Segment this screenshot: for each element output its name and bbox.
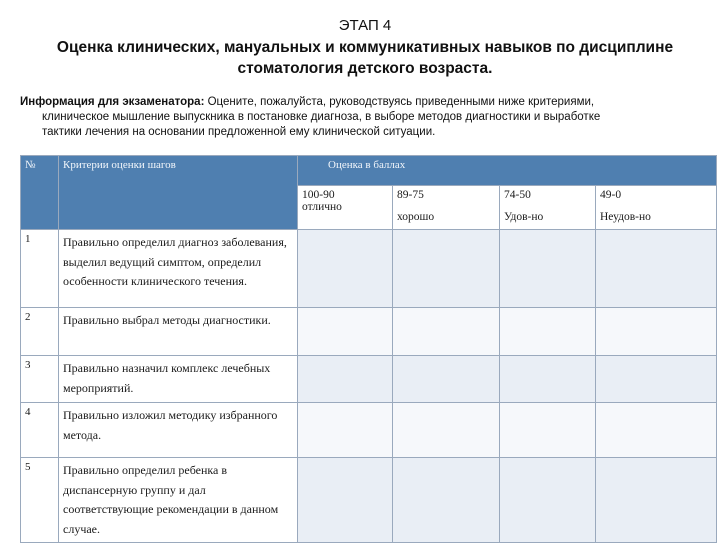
- assessment-table: [20, 155, 717, 543]
- grade-good: [393, 186, 500, 230]
- grade-name: Неудов-но: [600, 211, 651, 223]
- score-cell[interactable]: [500, 308, 596, 356]
- grade-excellent: [298, 186, 393, 230]
- table-row: [21, 403, 717, 458]
- score-cell[interactable]: [596, 230, 717, 308]
- score-cell[interactable]: [500, 403, 596, 458]
- row-number: 5: [21, 458, 59, 543]
- score-cell[interactable]: [298, 458, 393, 543]
- grade-range: 100-90: [302, 189, 335, 201]
- table-row: [21, 458, 717, 543]
- col-criteria-header: Критерии оценки шагов: [59, 156, 298, 230]
- title-block: [20, 16, 710, 79]
- criterion-text: Правильно определил ребенка в диспансерную группу и дал соответствующие рекомендации в данном случае.: [59, 458, 298, 543]
- table-row: [21, 308, 717, 356]
- row-number: 1: [21, 230, 59, 308]
- col-num-header: №: [21, 156, 59, 230]
- score-cell[interactable]: [393, 230, 500, 308]
- score-cell[interactable]: [298, 230, 393, 308]
- grade-name: отлично: [302, 201, 342, 213]
- criterion-text: Правильно выбрал методы диагностики.: [59, 308, 298, 356]
- header-row: [21, 156, 717, 186]
- stage-title: ЭТАП 4: [338, 17, 392, 34]
- table-row: [21, 356, 717, 403]
- criterion-text: Правильно изложил методику избранного метода.: [59, 403, 298, 458]
- grade-name: хорошо: [397, 211, 435, 223]
- grade-range: 74-50: [504, 189, 531, 201]
- grade-name: Удов-но: [504, 211, 544, 223]
- info-line-1: Оцените, пожалуйста, руководствуясь приведенными ниже критериями,: [207, 96, 595, 108]
- criterion-text: Правильно назначил комплекс лечебных мероприятий.: [59, 356, 298, 403]
- score-cell[interactable]: [596, 458, 717, 543]
- grade-unsatisfactory: [596, 186, 717, 230]
- score-cell[interactable]: [500, 230, 596, 308]
- grade-satisfactory: [500, 186, 596, 230]
- score-cell[interactable]: [500, 458, 596, 543]
- row-number: 2: [21, 308, 59, 356]
- info-line-2: клиническое мышление выпускника в постановке диагноза, в выборе методов диагностики и выработке: [42, 111, 601, 123]
- score-cell[interactable]: [393, 308, 500, 356]
- score-cell[interactable]: [298, 403, 393, 458]
- grade-range: 89-75: [397, 189, 424, 201]
- score-cell[interactable]: [393, 356, 500, 403]
- subject-title: Оценка клинических, мануальных и коммуникативных навыков по дисциплине стоматология детского возраста.: [56, 39, 674, 77]
- score-cell[interactable]: [298, 308, 393, 356]
- score-cell[interactable]: [500, 356, 596, 403]
- row-number: 3: [21, 356, 59, 403]
- info-line-3: тактики лечения на основании предложенной ему клинической ситуации.: [42, 126, 436, 138]
- col-score-header: Оценка в баллах: [298, 156, 717, 186]
- score-cell[interactable]: [298, 356, 393, 403]
- info-label: Информация для экзаменатора:: [20, 96, 205, 108]
- score-cell[interactable]: [393, 403, 500, 458]
- grade-range: 49-0: [600, 189, 622, 201]
- score-cell[interactable]: [393, 458, 500, 543]
- criterion-text: Правильно определил диагноз заболевания, выделил ведущий симптом, определил особенности клинического течения.: [59, 230, 298, 308]
- score-cell[interactable]: [596, 308, 717, 356]
- examiner-info: [20, 95, 690, 140]
- row-number: 4: [21, 403, 59, 458]
- score-cell[interactable]: [596, 356, 717, 403]
- score-cell[interactable]: [596, 403, 717, 458]
- table-row: [21, 230, 717, 308]
